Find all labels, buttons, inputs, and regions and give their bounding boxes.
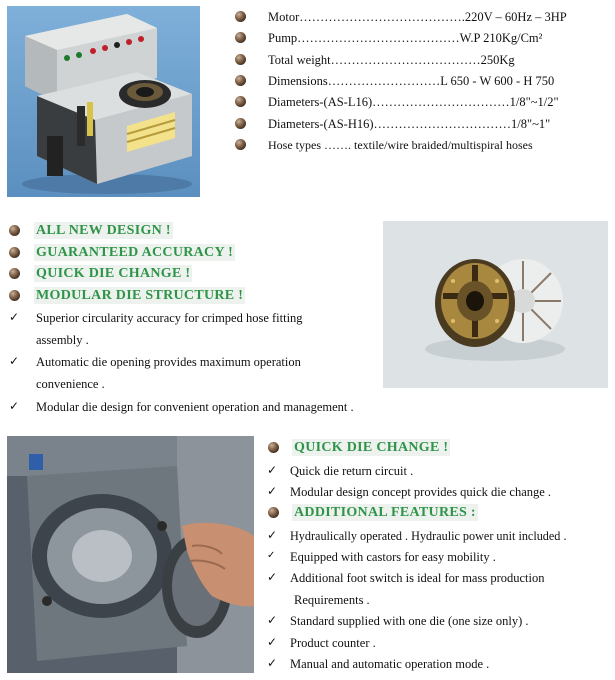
- check-icon: ✓: [267, 570, 278, 584]
- check-icon: ✓: [9, 310, 20, 324]
- feature-item-3-line1: Additional foot switch is ideal for mass production: [290, 571, 545, 585]
- section-bullet-icon: [268, 442, 279, 453]
- headline-bullet-icon: [9, 247, 20, 258]
- check-icon: ✓: [9, 399, 20, 413]
- feature-item-1: Hydraulically operated . Hydraulic power unit included .: [290, 529, 567, 543]
- feature-item-3-line2: Requirements .: [294, 593, 370, 607]
- spec-bullet-icon: [235, 75, 246, 86]
- feature-item-6: Manual and automatic operation mode .: [290, 657, 490, 671]
- headline-quick-die-change: QUICK DIE CHANGE !: [36, 266, 191, 281]
- headline-bullet-icon: [9, 290, 20, 301]
- check-icon: ✓: [267, 528, 278, 542]
- feature-item-2: Equipped with castors for easy mobility .: [290, 550, 496, 564]
- spec-bullet-icon: [235, 32, 246, 43]
- section-bullet-icon: [268, 507, 279, 518]
- design-point-2-line1: Automatic die opening provides maximum operation: [36, 355, 301, 369]
- machine-illustration: [7, 6, 200, 197]
- spec-total-weight: Total weight………………………………250Kg: [268, 53, 515, 67]
- spec-motor: Motor………………………………….220V – 60Hz – 3HP: [268, 10, 567, 24]
- check-icon: ✓: [9, 354, 20, 368]
- spec-diameters-h16: Diameters-(AS-H16)……………………………1/8"~1": [268, 117, 551, 131]
- design-point-1-line2: assembly .: [36, 333, 89, 347]
- spec-bullet-icon: [235, 96, 246, 107]
- die-illustration: [383, 221, 608, 388]
- headline-guaranteed-accuracy: GUARANTEED ACCURACY !: [36, 245, 234, 260]
- headline-modular-die-structure: MODULAR DIE STRUCTURE !: [36, 288, 244, 303]
- quick-die-change-title: QUICK DIE CHANGE !: [294, 440, 449, 455]
- design-point-2-line2: convenience .: [36, 377, 105, 391]
- design-point-3-line1: Modular die design for convenient operation and management .: [36, 400, 354, 414]
- spec-pump: Pump…………………………………W.P 210Kg/Cm²: [268, 31, 543, 45]
- spec-bullet-icon: [235, 139, 246, 150]
- machine-photo: [7, 6, 200, 197]
- check-icon: ✓: [267, 484, 278, 498]
- check-icon: ✓: [267, 613, 278, 627]
- feature-item-4: Standard supplied with one die (one size only) .: [290, 614, 529, 628]
- check-icon: ✓: [267, 550, 276, 561]
- die-change-photo: [7, 436, 254, 673]
- check-icon: ✓: [267, 635, 278, 649]
- spec-bullet-icon: [235, 11, 246, 22]
- die-change-illustration: [7, 436, 254, 673]
- quick-change-item-1: Quick die return circuit .: [290, 464, 414, 478]
- additional-features-title: ADDITIONAL FEATURES :: [294, 505, 476, 520]
- spec-hose-types: Hose types ……. textile/wire braided/multispiral hoses: [268, 138, 533, 152]
- spec-bullet-icon: [235, 54, 246, 65]
- feature-item-5: Product counter .: [290, 636, 376, 650]
- design-point-1-line1: Superior circularity accuracy for crimped hose fitting: [36, 311, 303, 325]
- headline-all-new-design: ALL NEW DESIGN !: [36, 223, 171, 238]
- spec-diameters-l16: Diameters-(AS-L16)……………………………1/8"~1/2": [268, 95, 559, 109]
- spec-bullet-icon: [235, 118, 246, 129]
- quick-change-item-2: Modular design concept provides quick die change .: [290, 485, 552, 499]
- headline-bullet-icon: [9, 225, 20, 236]
- check-icon: ✓: [267, 463, 278, 477]
- check-icon: ✓: [267, 656, 278, 670]
- spec-dimensions: Dimensions………………………L 650 - W 600 - H 750: [268, 74, 555, 88]
- headline-bullet-icon: [9, 268, 20, 279]
- die-photo: [383, 221, 608, 388]
